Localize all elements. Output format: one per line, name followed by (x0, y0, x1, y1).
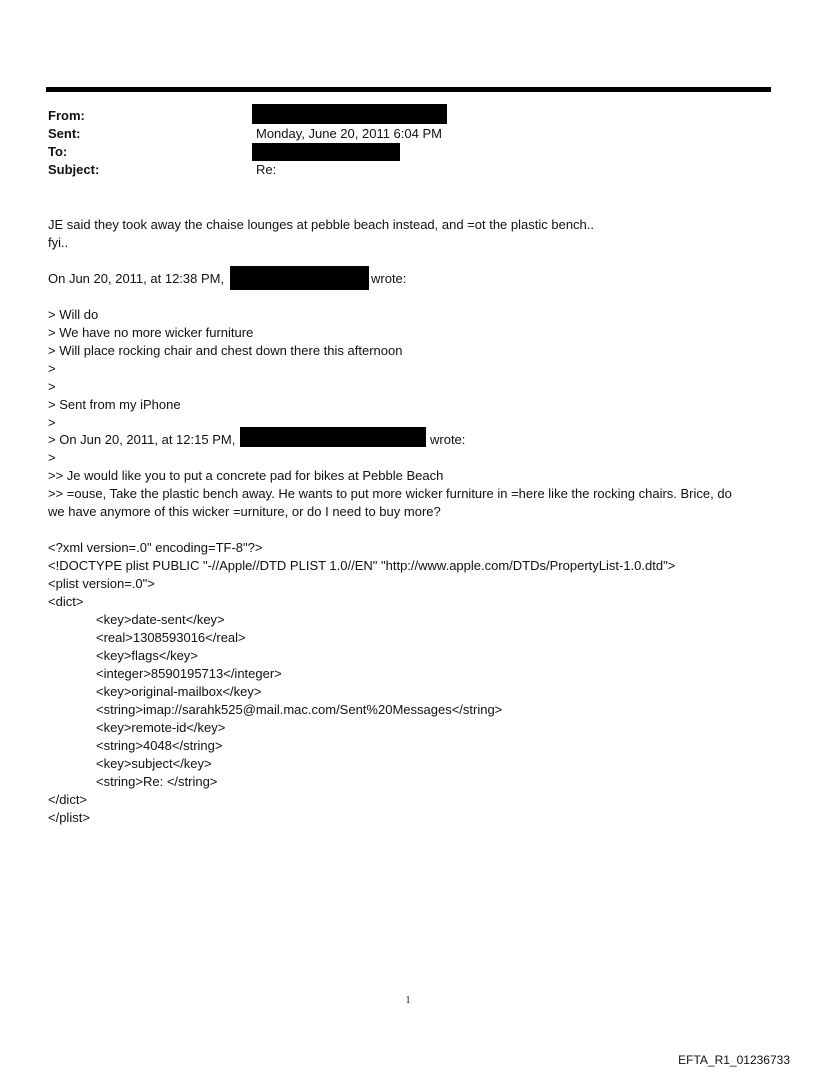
to-label: To: (48, 144, 68, 159)
subject-value: Re: (256, 162, 277, 177)
reply-attribution-1 (48, 270, 224, 288)
reply-attribution-2-prefix: > On Jun 20, 2011, at 12:15 PM, (48, 432, 236, 447)
quoted-line: > (48, 361, 56, 376)
plist-inner-line: <integer>8590195713</integer> (96, 666, 282, 681)
redacted-sender (252, 104, 447, 124)
quoted-line: > Sent from my iPhone (48, 397, 181, 412)
plist-close-line: </dict> (48, 792, 88, 807)
sent-value: Monday, June 20, 2011 6:04 PM (256, 126, 442, 141)
double-quoted-line: we have anymore of this wicker =urniture, or do I need to buy more? (48, 504, 441, 519)
subject-label: Subject: (48, 162, 100, 177)
reply-attribution-1-prefix: On Jun 20, 2011, at 12:38 PM, (48, 271, 225, 286)
double-quoted-line: >> =ouse, Take the plastic bench away. He wants to put more wicker furniture in =here like the rocking chairs. Brice, do (48, 486, 732, 501)
plist-inner-line: <key>date-sent</key> (96, 612, 225, 627)
body-line-2: fyi.. (48, 235, 69, 250)
sent-label: Sent: (48, 126, 81, 141)
redacted-name-1 (230, 266, 369, 290)
from-label: From: (48, 108, 85, 123)
plist-inner-line: <key>remote-id</key> (96, 720, 226, 735)
page-number: 1 (405, 995, 411, 1006)
redacted-name-2 (240, 427, 426, 447)
double-quoted-line: >> Je would like you to put a concrete pad for bikes at Pebble Beach (48, 468, 444, 483)
quoted-line: > We have no more wicker furniture (48, 325, 254, 340)
plist-inner-line: <string>4048</string> (96, 738, 223, 753)
plist-inner-line: <string>imap://sarahk525@mail.mac.com/Sent%20Messages</string> (96, 702, 503, 717)
redacted-recipient (252, 143, 400, 161)
plist-inner-line: <key>original-mailbox</key> (96, 684, 262, 699)
plist-close-line: </plist> (48, 810, 90, 825)
quoted-line: > (48, 415, 56, 430)
body-line-1: JE said they took away the chaise lounges at pebble beach instead, and =ot the plastic bench.. (48, 217, 595, 232)
quoted-line: > Will place rocking chair and chest down there this afternoon (48, 343, 403, 358)
plist-line: <dict> (48, 594, 84, 609)
quoted-line: > Will do (48, 307, 99, 322)
plist-inner-line: <key>subject</key> (96, 756, 212, 771)
reply-attribution-2-suffix: wrote: (430, 432, 466, 447)
quoted-line: > (48, 450, 56, 465)
reply-attribution-1-suffix: wrote: (371, 271, 407, 286)
plist-inner-line: <key>flags</key> (96, 648, 198, 663)
header-rule (46, 87, 771, 92)
plist-line: <?xml version=.0" encoding=TF-8"?> (48, 540, 263, 555)
plist-inner-line: <real>1308593016</real> (96, 630, 246, 645)
document-id: EFTA_R1_01236733 (678, 1053, 790, 1067)
plist-inner-line: <string>Re: </string> (96, 774, 218, 789)
quoted-line: > (48, 379, 56, 394)
plist-line: <plist version=.0"> (48, 576, 155, 591)
plist-line: <!DOCTYPE plist PUBLIC "-//Apple//DTD PLIST 1.0//EN" "http://www.apple.com/DTDs/PropertyList-1.0.dtd"> (48, 558, 676, 573)
